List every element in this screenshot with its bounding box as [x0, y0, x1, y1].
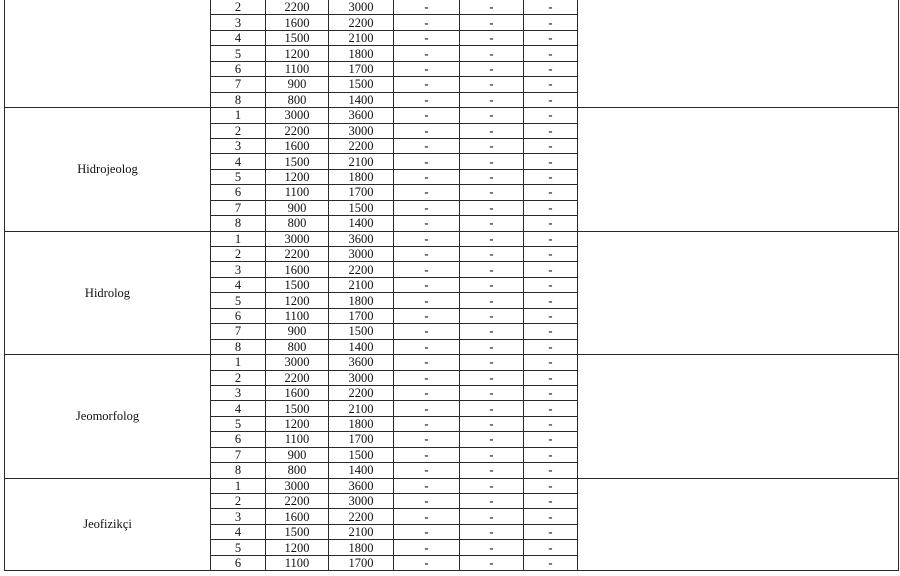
amount-max-cell: 2200 — [329, 509, 394, 524]
dash-cell-1: - — [394, 0, 460, 15]
table-row — [5, 231, 899, 246]
dash-cell-1: - — [394, 185, 460, 200]
dash-cell-3: - — [524, 432, 578, 447]
grade-cell: 7 — [211, 200, 266, 215]
amount-max-cell: 3000 — [329, 247, 394, 262]
dash-cell-3: - — [524, 15, 578, 30]
amount-min-cell: 1200 — [266, 540, 329, 555]
grade-cell: 2 — [211, 247, 266, 262]
grade-cell: 4 — [211, 524, 266, 539]
dash-cell-2: - — [460, 555, 524, 570]
dash-cell-1: - — [394, 61, 460, 76]
grade-cell: 1 — [211, 231, 266, 246]
dash-cell-1: - — [394, 308, 460, 323]
amount-min-cell: 900 — [266, 200, 329, 215]
grade-cell: 2 — [211, 123, 266, 138]
amount-max-cell: 1400 — [329, 92, 394, 107]
dash-cell-3: - — [524, 401, 578, 416]
dash-cell-2: - — [460, 138, 524, 153]
dash-cell-2: - — [460, 216, 524, 231]
amount-min-cell: 1500 — [266, 524, 329, 539]
grade-cell: 6 — [211, 308, 266, 323]
dash-cell-2: - — [460, 231, 524, 246]
dash-cell-2: - — [460, 401, 524, 416]
amount-max-cell: 1700 — [329, 555, 394, 570]
table-body — [5, 0, 899, 571]
dash-cell-3: - — [524, 447, 578, 462]
amount-max-cell: 1500 — [329, 77, 394, 92]
dash-cell-3: - — [524, 216, 578, 231]
notes-cell — [578, 0, 899, 108]
dash-cell-1: - — [394, 416, 460, 431]
dash-cell-3: - — [524, 0, 578, 15]
notes-cell — [578, 355, 899, 479]
grade-cell: 4 — [211, 154, 266, 169]
dash-cell-3: - — [524, 185, 578, 200]
dash-cell-2: - — [460, 123, 524, 138]
dash-cell-3: - — [524, 478, 578, 493]
amount-min-cell: 800 — [266, 339, 329, 354]
grade-cell: 3 — [211, 15, 266, 30]
dash-cell-2: - — [460, 478, 524, 493]
dash-cell-3: - — [524, 355, 578, 370]
amount-max-cell: 3000 — [329, 123, 394, 138]
dash-cell-3: - — [524, 61, 578, 76]
dash-cell-1: - — [394, 447, 460, 462]
amount-max-cell: 1800 — [329, 540, 394, 555]
amount-min-cell: 1100 — [266, 308, 329, 323]
amount-max-cell: 2100 — [329, 524, 394, 539]
dash-cell-3: - — [524, 30, 578, 45]
profession-title: Hidrojeolog — [5, 108, 211, 232]
dash-cell-3: - — [524, 154, 578, 169]
amount-min-cell: 900 — [266, 77, 329, 92]
amount-max-cell: 1800 — [329, 169, 394, 184]
profession-title: Hidrolog — [5, 231, 211, 355]
amount-max-cell: 3600 — [329, 478, 394, 493]
dash-cell-3: - — [524, 416, 578, 431]
grade-cell: 8 — [211, 463, 266, 478]
dash-cell-1: - — [394, 494, 460, 509]
dash-cell-1: - — [394, 169, 460, 184]
grade-cell: 8 — [211, 216, 266, 231]
dash-cell-3: - — [524, 463, 578, 478]
amount-max-cell: 1500 — [329, 324, 394, 339]
amount-min-cell: 800 — [266, 216, 329, 231]
grade-cell: 1 — [211, 355, 266, 370]
grade-cell: 8 — [211, 92, 266, 107]
dash-cell-2: - — [460, 92, 524, 107]
dash-cell-2: - — [460, 77, 524, 92]
grade-cell: 1 — [211, 478, 266, 493]
grade-cell: 7 — [211, 77, 266, 92]
amount-max-cell: 1500 — [329, 200, 394, 215]
dash-cell-1: - — [394, 15, 460, 30]
amount-max-cell: 2200 — [329, 15, 394, 30]
amount-max-cell: 2200 — [329, 138, 394, 153]
amount-min-cell: 2200 — [266, 123, 329, 138]
amount-min-cell: 1100 — [266, 61, 329, 76]
dash-cell-1: - — [394, 385, 460, 400]
amount-min-cell: 1500 — [266, 154, 329, 169]
grade-cell: 2 — [211, 0, 266, 15]
dash-cell-3: - — [524, 46, 578, 61]
amount-min-cell: 800 — [266, 92, 329, 107]
dash-cell-1: - — [394, 77, 460, 92]
dash-cell-3: - — [524, 540, 578, 555]
amount-min-cell: 1100 — [266, 555, 329, 570]
dash-cell-3: - — [524, 509, 578, 524]
amount-max-cell: 3000 — [329, 494, 394, 509]
table-row — [5, 108, 899, 123]
dash-cell-2: - — [460, 0, 524, 15]
grade-cell: 5 — [211, 293, 266, 308]
grade-cell: 4 — [211, 30, 266, 45]
dash-cell-3: - — [524, 524, 578, 539]
amount-min-cell: 2200 — [266, 0, 329, 15]
dash-cell-3: - — [524, 370, 578, 385]
dash-cell-2: - — [460, 61, 524, 76]
amount-min-cell: 1600 — [266, 15, 329, 30]
dash-cell-2: - — [460, 15, 524, 30]
dash-cell-1: - — [394, 262, 460, 277]
amount-min-cell: 800 — [266, 463, 329, 478]
amount-min-cell: 1100 — [266, 432, 329, 447]
grade-cell: 5 — [211, 540, 266, 555]
grade-cell: 2 — [211, 494, 266, 509]
dash-cell-1: - — [394, 108, 460, 123]
dash-cell-3: - — [524, 555, 578, 570]
salary-table — [4, 0, 899, 571]
amount-max-cell: 1400 — [329, 463, 394, 478]
amount-max-cell: 3600 — [329, 355, 394, 370]
amount-max-cell: 2100 — [329, 154, 394, 169]
dash-cell-1: - — [394, 540, 460, 555]
grade-cell: 6 — [211, 555, 266, 570]
dash-cell-2: - — [460, 339, 524, 354]
amount-max-cell: 3600 — [329, 108, 394, 123]
amount-min-cell: 1500 — [266, 277, 329, 292]
dash-cell-2: - — [460, 154, 524, 169]
dash-cell-1: - — [394, 247, 460, 262]
amount-max-cell: 2100 — [329, 30, 394, 45]
dash-cell-1: - — [394, 154, 460, 169]
grade-cell: 8 — [211, 339, 266, 354]
amount-max-cell: 1700 — [329, 61, 394, 76]
dash-cell-2: - — [460, 308, 524, 323]
dash-cell-3: - — [524, 169, 578, 184]
grade-cell: 1 — [211, 108, 266, 123]
grade-cell: 6 — [211, 61, 266, 76]
amount-max-cell: 1700 — [329, 432, 394, 447]
dash-cell-3: - — [524, 339, 578, 354]
dash-cell-1: - — [394, 478, 460, 493]
grade-cell: 7 — [211, 447, 266, 462]
amount-min-cell: 3000 — [266, 355, 329, 370]
dash-cell-2: - — [460, 324, 524, 339]
dash-cell-3: - — [524, 308, 578, 323]
dash-cell-1: - — [394, 324, 460, 339]
dash-cell-2: - — [460, 509, 524, 524]
dash-cell-2: - — [460, 293, 524, 308]
dash-cell-1: - — [394, 138, 460, 153]
dash-cell-2: - — [460, 169, 524, 184]
amount-min-cell: 1200 — [266, 416, 329, 431]
dash-cell-2: - — [460, 355, 524, 370]
amount-min-cell: 1200 — [266, 293, 329, 308]
amount-min-cell: 1600 — [266, 262, 329, 277]
dash-cell-2: - — [460, 247, 524, 262]
dash-cell-2: - — [460, 370, 524, 385]
amount-max-cell: 1800 — [329, 293, 394, 308]
amount-min-cell: 1500 — [266, 30, 329, 45]
notes-cell — [578, 478, 899, 571]
dash-cell-2: - — [460, 432, 524, 447]
table-row — [5, 355, 899, 370]
grade-cell: 3 — [211, 509, 266, 524]
dash-cell-3: - — [524, 324, 578, 339]
amount-max-cell: 3600 — [329, 231, 394, 246]
amount-min-cell: 1200 — [266, 169, 329, 184]
amount-min-cell: 1600 — [266, 385, 329, 400]
profession-title — [5, 0, 211, 108]
grade-cell: 7 — [211, 324, 266, 339]
grade-cell: 6 — [211, 185, 266, 200]
dash-cell-1: - — [394, 231, 460, 246]
dash-cell-1: - — [394, 200, 460, 215]
dash-cell-3: - — [524, 123, 578, 138]
grade-cell: 3 — [211, 385, 266, 400]
amount-min-cell: 3000 — [266, 478, 329, 493]
grade-cell: 3 — [211, 262, 266, 277]
dash-cell-1: - — [394, 370, 460, 385]
amount-max-cell: 2100 — [329, 401, 394, 416]
dash-cell-1: - — [394, 463, 460, 478]
notes-cell — [578, 231, 899, 355]
dash-cell-1: - — [394, 509, 460, 524]
grade-cell: 2 — [211, 370, 266, 385]
table-row — [5, 0, 899, 15]
amount-max-cell: 1500 — [329, 447, 394, 462]
profession-title: Jeofizikçi — [5, 478, 211, 571]
dash-cell-3: - — [524, 231, 578, 246]
dash-cell-1: - — [394, 216, 460, 231]
grade-cell: 5 — [211, 169, 266, 184]
amount-min-cell: 2200 — [266, 494, 329, 509]
dash-cell-2: - — [460, 385, 524, 400]
dash-cell-1: - — [394, 46, 460, 61]
dash-cell-3: - — [524, 108, 578, 123]
amount-min-cell: 1500 — [266, 401, 329, 416]
dash-cell-2: - — [460, 108, 524, 123]
amount-max-cell: 2100 — [329, 277, 394, 292]
amount-max-cell: 3000 — [329, 370, 394, 385]
amount-min-cell: 3000 — [266, 108, 329, 123]
amount-min-cell: 2200 — [266, 370, 329, 385]
grade-cell: 5 — [211, 416, 266, 431]
dash-cell-2: - — [460, 262, 524, 277]
dash-cell-3: - — [524, 277, 578, 292]
dash-cell-2: - — [460, 46, 524, 61]
grade-cell: 6 — [211, 432, 266, 447]
amount-min-cell: 900 — [266, 447, 329, 462]
dash-cell-1: - — [394, 339, 460, 354]
amount-max-cell: 1400 — [329, 216, 394, 231]
dash-cell-2: - — [460, 277, 524, 292]
table-row — [5, 478, 899, 493]
grade-cell: 5 — [211, 46, 266, 61]
dash-cell-1: - — [394, 92, 460, 107]
dash-cell-3: - — [524, 200, 578, 215]
dash-cell-2: - — [460, 540, 524, 555]
dash-cell-3: - — [524, 385, 578, 400]
amount-min-cell: 1200 — [266, 46, 329, 61]
dash-cell-2: - — [460, 416, 524, 431]
dash-cell-1: - — [394, 401, 460, 416]
dash-cell-1: - — [394, 123, 460, 138]
dash-cell-2: - — [460, 463, 524, 478]
amount-max-cell: 1800 — [329, 416, 394, 431]
dash-cell-2: - — [460, 447, 524, 462]
dash-cell-2: - — [460, 30, 524, 45]
grade-cell: 4 — [211, 401, 266, 416]
amount-min-cell: 900 — [266, 324, 329, 339]
amount-max-cell: 1400 — [329, 339, 394, 354]
dash-cell-1: - — [394, 355, 460, 370]
dash-cell-2: - — [460, 200, 524, 215]
amount-max-cell: 1800 — [329, 46, 394, 61]
dash-cell-3: - — [524, 92, 578, 107]
dash-cell-1: - — [394, 524, 460, 539]
amount-max-cell: 1700 — [329, 308, 394, 323]
dash-cell-1: - — [394, 555, 460, 570]
amount-max-cell: 3000 — [329, 0, 394, 15]
grade-cell: 3 — [211, 138, 266, 153]
amount-max-cell: 1700 — [329, 185, 394, 200]
dash-cell-3: - — [524, 138, 578, 153]
amount-max-cell: 2200 — [329, 262, 394, 277]
amount-min-cell: 1600 — [266, 138, 329, 153]
dash-cell-3: - — [524, 293, 578, 308]
dash-cell-3: - — [524, 247, 578, 262]
dash-cell-2: - — [460, 185, 524, 200]
amount-min-cell: 2200 — [266, 247, 329, 262]
amount-min-cell: 1100 — [266, 185, 329, 200]
notes-cell — [578, 108, 899, 232]
profession-title: Jeomorfolog — [5, 355, 211, 479]
dash-cell-3: - — [524, 77, 578, 92]
dash-cell-1: - — [394, 293, 460, 308]
grade-cell: 4 — [211, 277, 266, 292]
amount-min-cell: 1600 — [266, 509, 329, 524]
dash-cell-2: - — [460, 524, 524, 539]
amount-min-cell: 3000 — [266, 231, 329, 246]
amount-max-cell: 2200 — [329, 385, 394, 400]
dash-cell-1: - — [394, 432, 460, 447]
dash-cell-1: - — [394, 277, 460, 292]
dash-cell-2: - — [460, 494, 524, 509]
dash-cell-3: - — [524, 494, 578, 509]
dash-cell-1: - — [394, 30, 460, 45]
dash-cell-3: - — [524, 262, 578, 277]
